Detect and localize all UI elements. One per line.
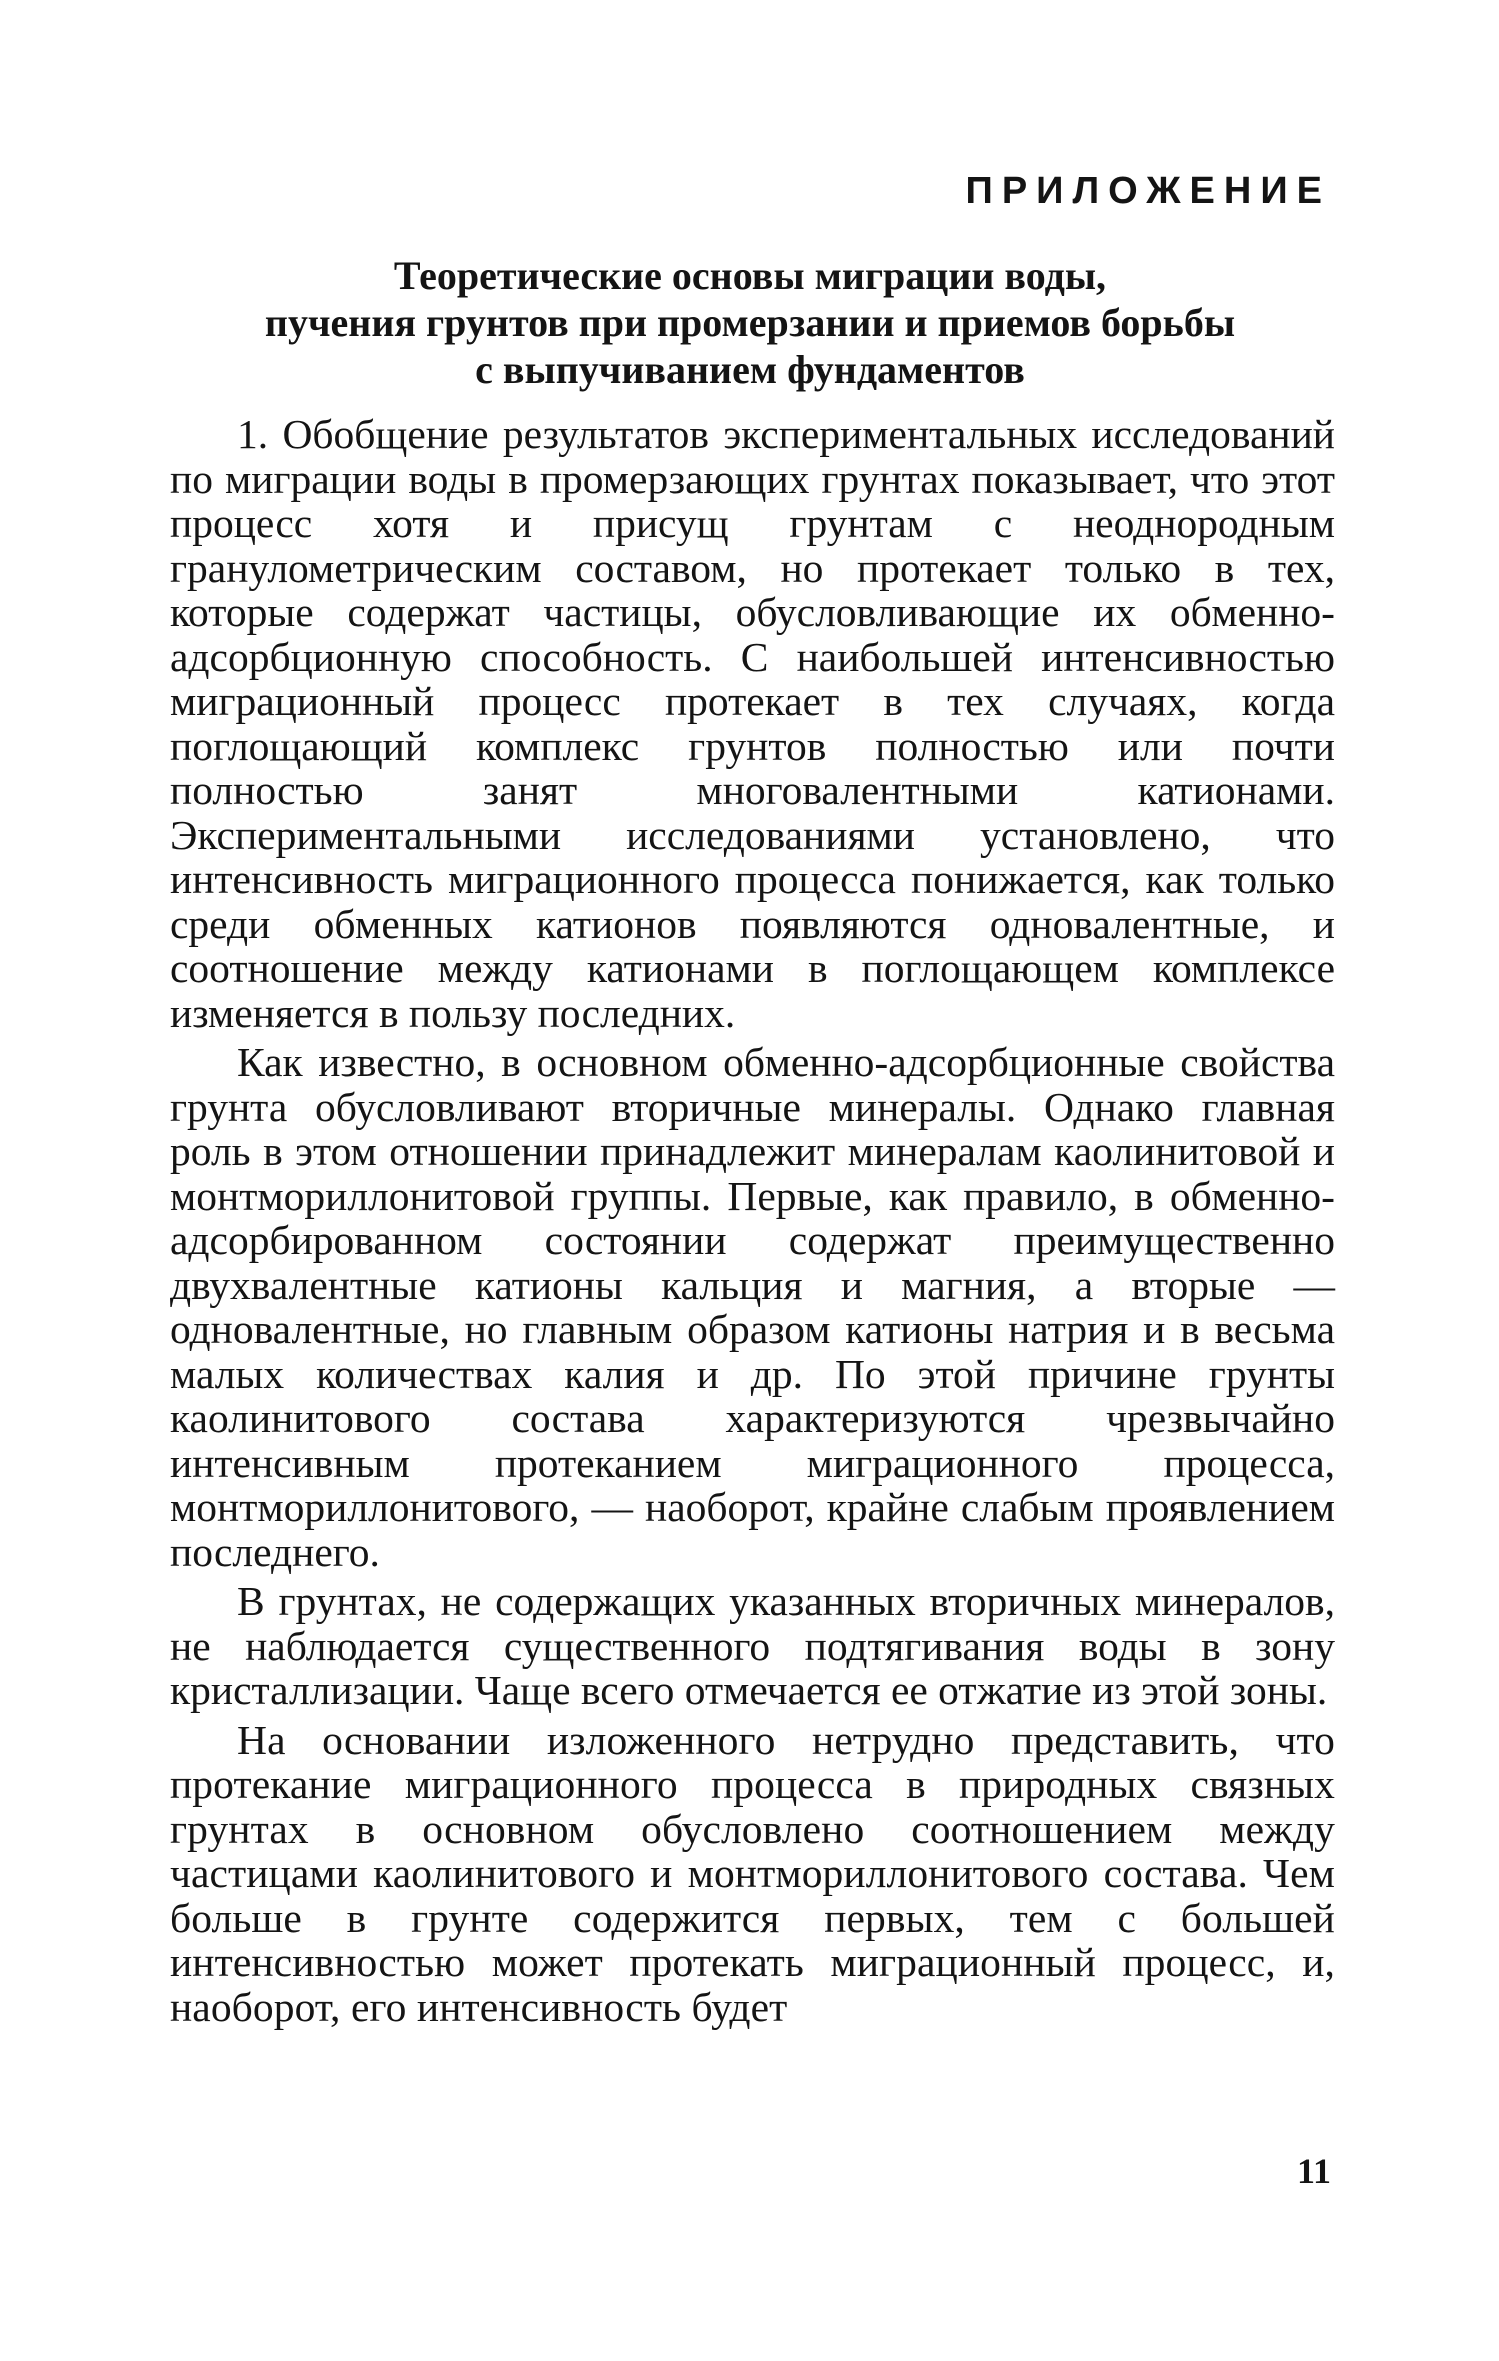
paragraph: Как известно, в основном обменно-адсорбционные свойства грунта обусловливают вторичные минералы. Однако главная роль в этом отношении принадлежит минералам каолинитовой и монтмориллонитовой группы. Первые, как правило, в обменно-адсорбированном состоянии содержат преимущественно двухвалентные катионы кальция и магния, а вторые — одновалентные, но главным образом катионы натрия и в весьма малых количествах калия и др. По этой причине грунты каолинитового состава характеризуются чрезвычайно интенсивным протеканием миграционного процесса, монтмориллонитового, — наоборот, крайне слабым проявлением последнего. bbox=[170, 1039, 1335, 1575]
title-line: Теоретические основы миграции воды, bbox=[393, 253, 1107, 298]
body-text bbox=[170, 412, 1335, 2034]
page-number: 11 bbox=[1296, 2151, 1331, 2191]
title-line: пучения грунтов при промерзании и приемов борьбы bbox=[264, 300, 1236, 345]
paragraph: В грунтах, не содержащих указанных вторичных минералов, не наблюдается существенного подтягивания воды в зону кристаллизации. Чаще всего отмечается ее отжатие из этой зоны. bbox=[170, 1578, 1335, 1713]
page-title bbox=[170, 252, 1330, 393]
title-line: с выпучиванием фундаментов bbox=[475, 347, 1025, 392]
paragraph: 1. Обобщение результатов экспериментальных исследований по миграции воды в промерзающих грунтах показывает, что этот процесс хотя и присущ грунтам с неоднородным гранулометрическим составом, но протекает только в тех, которые содержат частицы, обусловливающие их обменно-адсорбционную способность. С наибольшей интенсивностью миграционный процесс протекает в тех случаях, когда поглощающий комплекс грунтов полностью или почти полностью занят многовалентными катионами. Экспериментальными исследованиями установлено, что интенсивность миграционного процесса понижается, как только среди обменных катионов появляются одновалентные, и соотношение между катионами в поглощающем комплексе изменяется в пользу последних. bbox=[170, 411, 1335, 1036]
section-label: ПРИЛОЖЕНИЕ bbox=[965, 170, 1331, 212]
paragraph: На основании изложенного нетрудно представить, что протекание миграционного процесса в природных связных грунтах в основном обусловлено соотношением между частицами каолинитового и монтмориллонитового состава. Чем больше в грунте содержится первых, тем с большей интенсивностью может протекать миграционный процесс, и, наоборот, его интенсивность будет bbox=[170, 1716, 1335, 2030]
